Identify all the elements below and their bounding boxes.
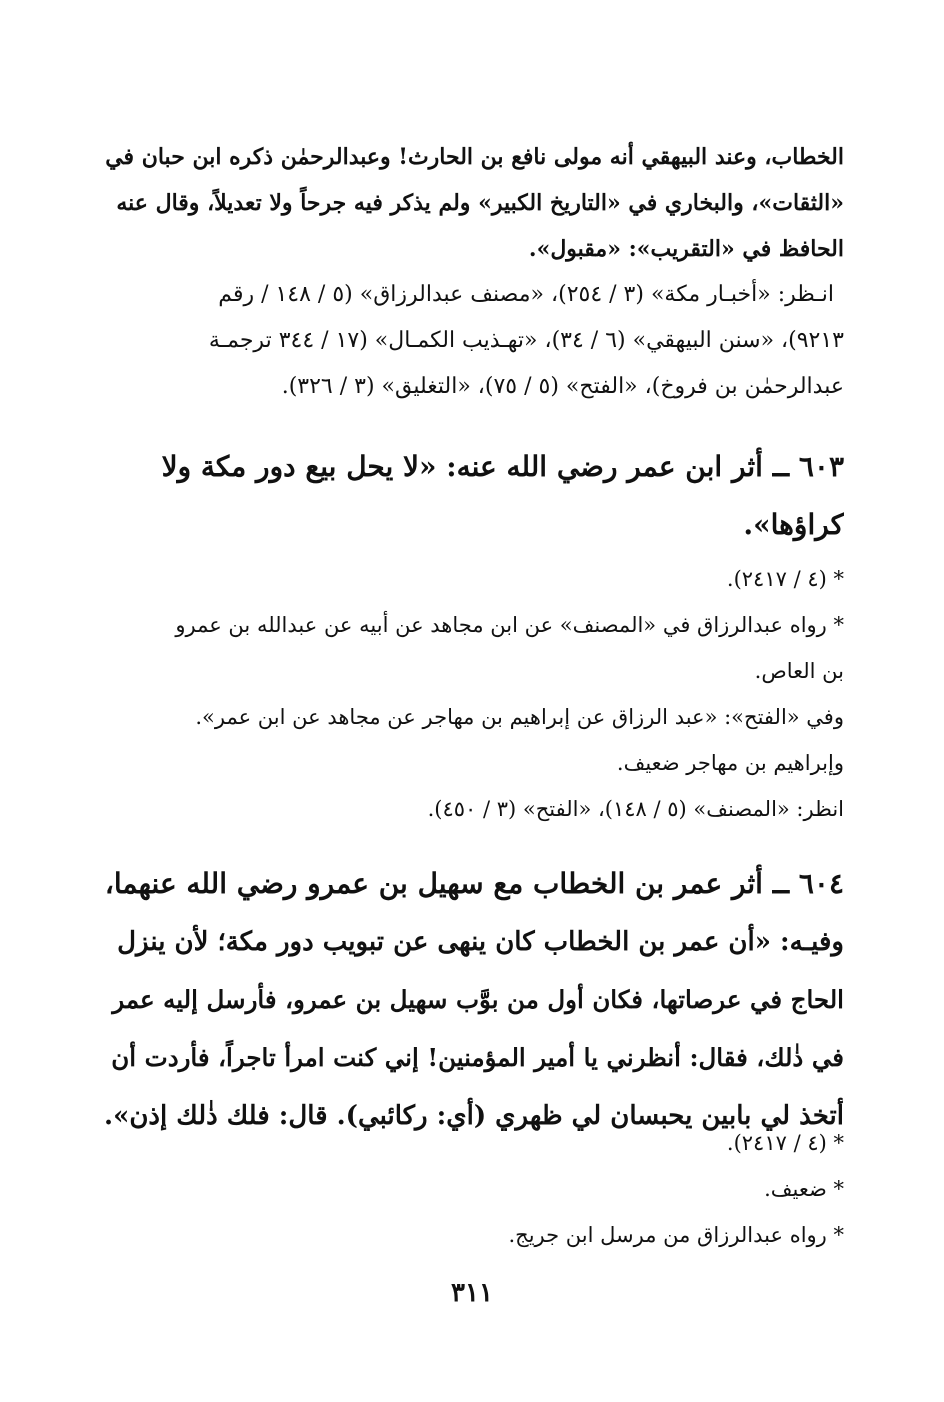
- athar-604-heading: [104, 855, 844, 1145]
- heading-line: الحاج في عرصاتها، فكان أول من بوَّب سهيل بن عمرو، فأرسل إليه عمر: [112, 985, 844, 1014]
- note-line: بن العاص.: [754, 659, 844, 683]
- note-line: * رواه عبدالرزاق من مرسل ابن جريج.: [508, 1223, 844, 1247]
- note-line: وإبراهيم بن مهاجر ضعيف.: [616, 751, 844, 775]
- footnote-continuation: [104, 134, 844, 272]
- athar-604-notes: [104, 1120, 844, 1258]
- heading-line: كراؤها».: [743, 508, 844, 541]
- heading-line: وفيـه: «أن عمر بن الخطاب كان ينهى عن تبويب دور مكة؛ لأن ينزل: [117, 927, 844, 957]
- text-line: ٩٢١٣)، «سنن البيهقي» (٦ / ٣٤)، «تهـذيب الكمـال» (١٧ / ٣٤٤ ترجمـة: [208, 328, 844, 353]
- athar-603-notes: [104, 556, 844, 832]
- references-paragraph: [104, 272, 844, 410]
- text-line: انـظر: «أخبـار مكة» (٣ / ٢٥٤)، «مصنف عبدالرزاق» (٥ / ١٤٨ / رقم: [218, 282, 834, 307]
- heading-line: ٦٠٤ ــ أثر عمر بن الخطاب مع سهيل بن عمرو رضي الله عنهما،: [104, 867, 844, 900]
- text-line: الخطاب، وعند البيهقي أنه مولى نافع بن الحارث! وعبدالرحمٰن ذكره ابن حبان في: [105, 144, 844, 170]
- text-line: عبدالرحمٰن بن فروخ)، «الفتح» (٥ / ٧٥)، «التغليق» (٣ / ٣٢٦).: [281, 374, 844, 399]
- note-line: انظر: «المصنف» (٥ / ١٤٨)، «الفتح» (٣ / ٤٥٠).: [427, 797, 844, 821]
- text-line: الحافظ في «التقريب»: «مقبول».: [528, 236, 844, 262]
- heading-line: في ذٰلك، فقال: أنظرني يا أمير المؤمنين! إني كنت امرأ تاجراً، فأردت أن: [111, 1043, 844, 1072]
- athar-603-heading: [104, 438, 844, 554]
- note-line: * رواه عبدالرزاق في «المصنف» عن ابن مجاهد عن أبيه عن عبدالله بن عمرو: [175, 613, 844, 637]
- heading-line: أتخذ لي بابين يحبسان لي ظهري (أي: ركائبي). قال: فلك ذٰلك إذن».: [104, 1101, 844, 1131]
- note-line: * ضعيف.: [764, 1177, 844, 1201]
- note-line: * (٤ / ٢٤١٧).: [726, 567, 844, 591]
- note-line: * (٤ / ٢٤١٧).: [726, 1131, 844, 1155]
- heading-line: ٦٠٣ ــ أثر ابن عمر رضي الله عنه: «لا يحل بيع دور مكة ولا: [161, 450, 844, 483]
- page-number: ٣١١: [451, 1278, 493, 1308]
- text-line: «الثقات»، والبخاري في «التاريخ الكبير» ولم يذكر فيه جرحاً ولا تعديلاً، وقال عنه: [116, 190, 844, 216]
- note-line: وفي «الفتح»: «عبد الرزاق عن إبراهيم بن مهاجر عن مجاهد عن ابن عمر».: [195, 705, 844, 729]
